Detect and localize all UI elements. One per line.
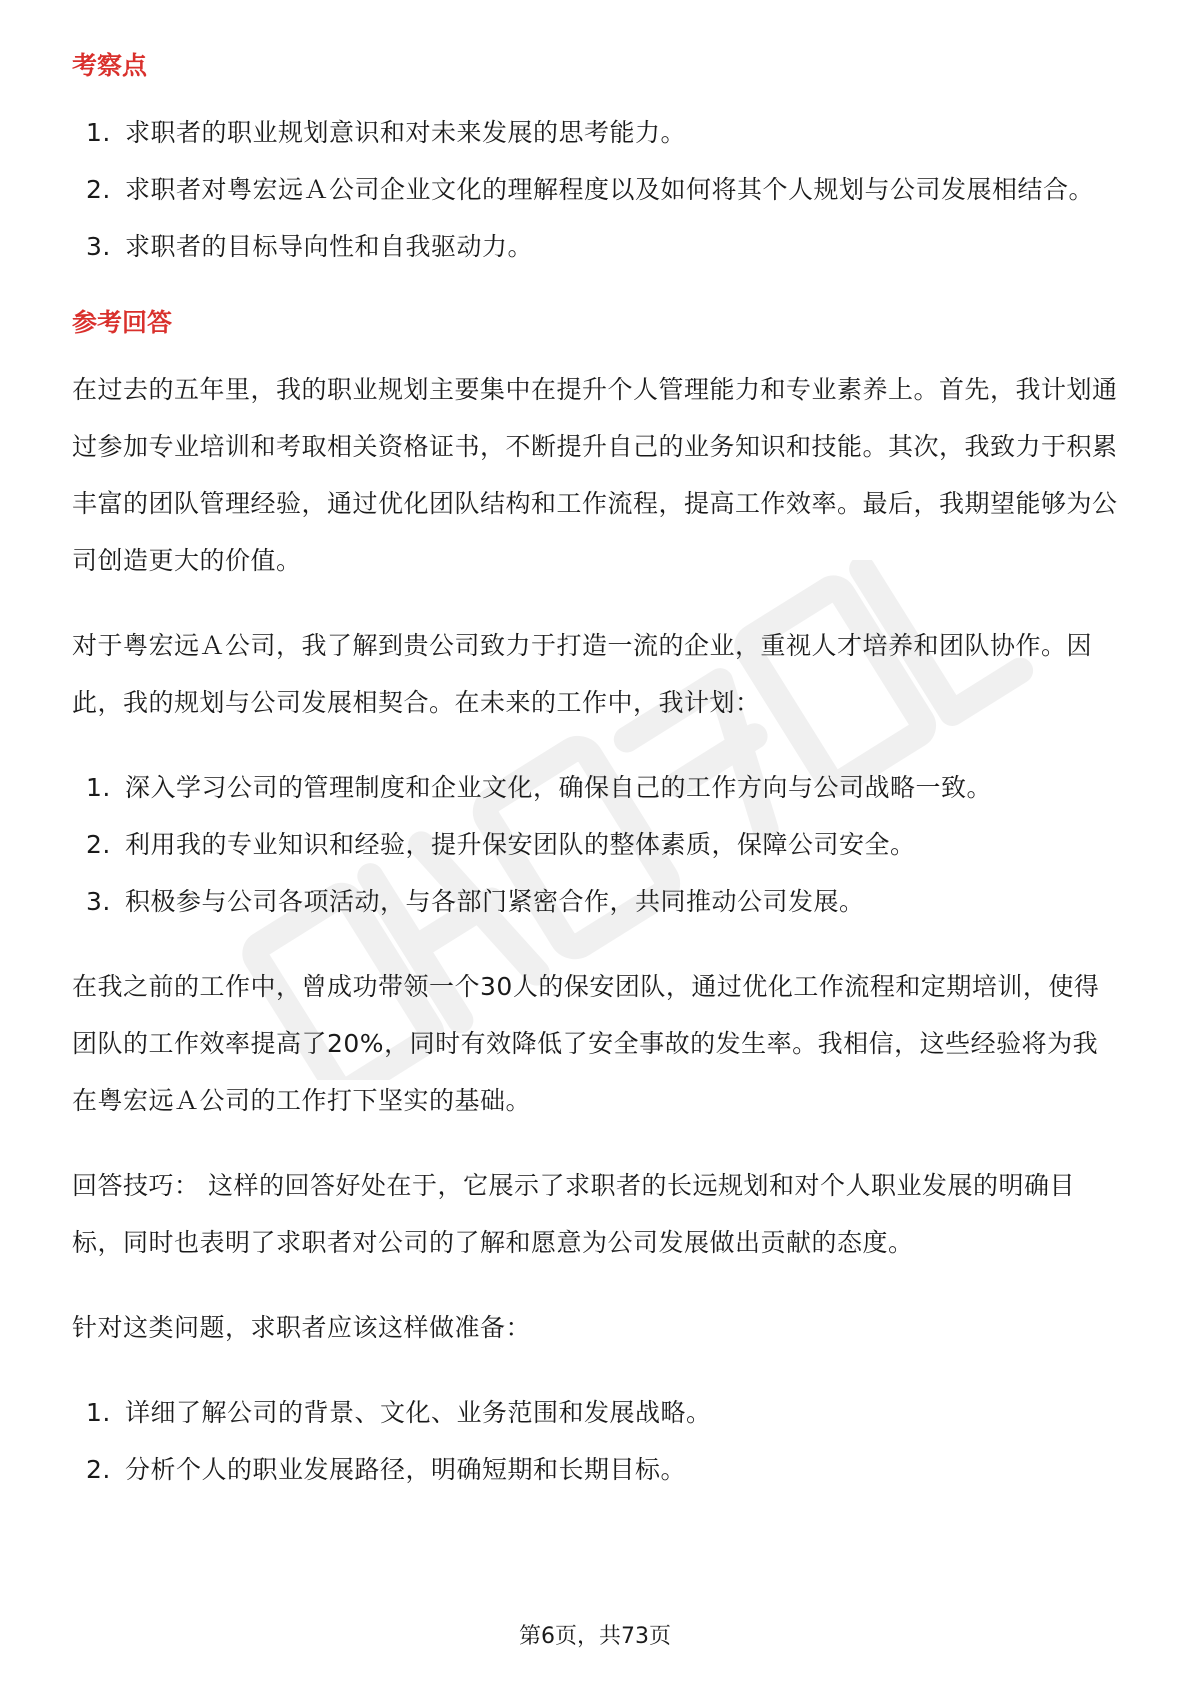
list-item-number: 2. <box>86 1455 111 1484</box>
list-item <box>72 218 1122 275</box>
list-item <box>72 1384 1122 1441</box>
list-item-text: 求职者的目标导向性和自我驱动力。 <box>125 232 534 261</box>
list-item-number: 2. <box>86 175 111 204</box>
page-number: 第6页，共73页 <box>519 1624 671 1649</box>
answer-paragraph-3: 在我之前的工作中，曾成功带领一个30人的保安团队，通过优化工作流程和定期培训，使得团队的工作效率提高了20%，同时有效降低了安全事故的发生率。我相信，这些经验将为我在粤宏远Ａ公司的工作打下坚实的基础。 <box>72 972 1100 1115</box>
list-item-text: 深入学习公司的管理制度和企业文化，确保自己的工作方向与公司战略一致。 <box>125 773 993 802</box>
list-item <box>72 759 1122 816</box>
list-item-number: 1. <box>86 118 111 147</box>
list-item-text: 积极参与公司各项活动，与各部门紧密合作，共同推动公司发展。 <box>125 887 865 916</box>
plan-list <box>72 759 1122 930</box>
section-title-focus: 考察点 <box>72 51 148 80</box>
document-content <box>72 46 1122 1526</box>
list-item <box>72 104 1122 161</box>
list-item <box>72 873 1122 930</box>
answer-tips: 回答技巧： 这样的回答好处在于，它展示了求职者的长远规划和对个人职业发展的明确目标，同时也表明了求职者对公司的了解和愿意为公司发展做出贡献的态度。 <box>72 1171 1075 1257</box>
focus-list <box>72 104 1122 275</box>
answer-paragraph-1: 在过去的五年里，我的职业规划主要集中在提升个人管理能力和专业素养上。首先，我计划通过参加专业培训和考取相关资格证书，不断提升自己的业务知识和技能。其次，我致力于积累丰富的团队管理经验，通过优化团队结构和工作流程，提高工作效率。最后，我期望能够为公司创造更大的价值。 <box>72 375 1118 575</box>
list-item-number: 3. <box>86 887 111 916</box>
list-item-number: 2. <box>86 830 111 859</box>
prep-list <box>72 1384 1122 1498</box>
list-item <box>72 161 1122 218</box>
list-item-number: 1. <box>86 1398 111 1427</box>
section-title-answer: 参考回答 <box>72 308 173 337</box>
list-item-text: 求职者对粤宏远Ａ公司企业文化的理解程度以及如何将其个人规划与公司发展相结合。 <box>125 175 1095 204</box>
answer-paragraph-2: 对于粤宏远Ａ公司，我了解到贵公司致力于打造一流的企业，重视人才培养和团队协作。因此，我的规划与公司发展相契合。在未来的工作中，我计划： <box>72 631 1093 717</box>
prep-intro: 针对这类问题，求职者应该这样做准备： <box>72 1313 532 1342</box>
list-item-text: 详细了解公司的背景、文化、业务范围和发展战略。 <box>125 1398 712 1427</box>
list-item-text: 求职者的职业规划意识和对未来发展的思考能力。 <box>125 118 687 147</box>
list-item-text: 分析个人的职业发展路径，明确短期和长期目标。 <box>125 1455 687 1484</box>
list-item <box>72 1441 1122 1498</box>
list-item <box>72 816 1122 873</box>
list-item-text: 利用我的专业知识和经验，提升保安团队的整体素质，保障公司安全。 <box>125 830 916 859</box>
list-item-number: 3. <box>86 232 111 261</box>
list-item-number: 1. <box>86 773 111 802</box>
